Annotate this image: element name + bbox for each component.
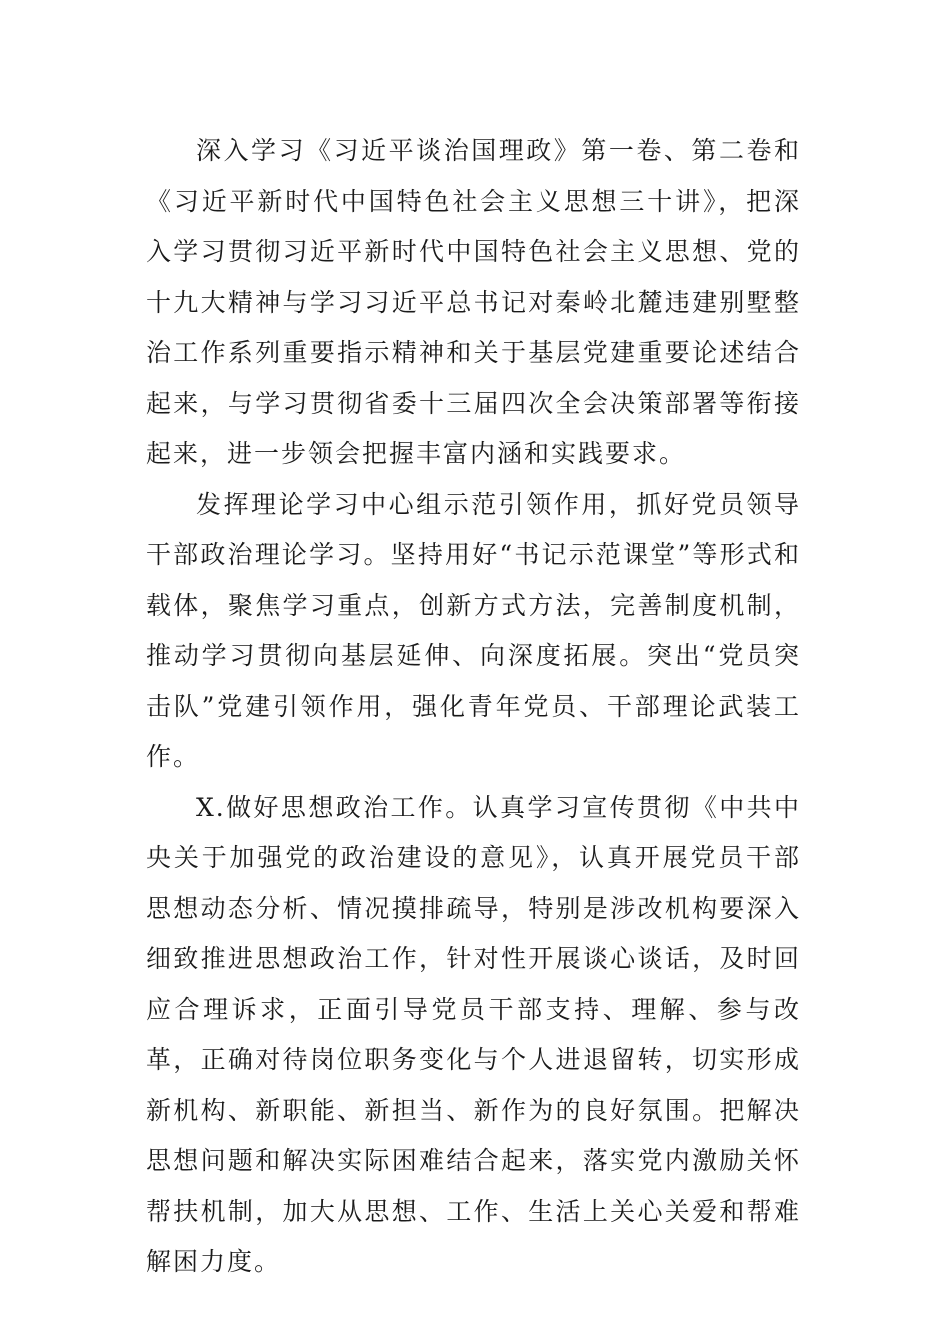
paragraph-ideological-work: X.做好思想政治工作。认真学习宣传贯彻《中共中央关于加强党的政治建设的意见》，认真开展党员干部思想动态分析、情况摸排疏导，特别是涉改机构要深入细致推进思想政治工作，针对性开展谈心谈话，及时回应合理诉求，正面引导党员干部支持、理解、参与改革，正确对待岗位职务变化与个人进退留转，切实形成新机构、新职能、新担当、新作为的良好氛围。把解决思想问题和解决实际困难结合起来，落实党内激励关怀帮扶机制，加大从思想、工作、生活上关心关爱和帮难解困力度。 xyxy=(146,792,801,1276)
paragraph-theory-group: 发挥理论学习中心组示范引领作用，抓好党员领导干部政治理论学习。坚持用好“书记示范课堂”等形式和载体，聚焦学习重点，创新方式方法，完善制度机制，推动学习贯彻向基层延伸、向深度拓展。突出“党员突击队”党建引领作用，强化青年党员、干部理论武装工作。 xyxy=(146,489,801,771)
paragraph-study: 深入学习《习近平谈治国理政》第一卷、第二卷和《习近平新时代中国特色社会主义思想三十讲》，把深入学习贯彻习近平新时代中国特色社会主义思想、党的十九大精神与学习习近平总书记对秦岭北麓违建别墅整治工作系列重要指示精神和关于基层党建重要论述结合起来，与学习贯彻省委十三届四次全会决策部署等衔接起来，进一步领会把握丰富内涵和实践要求。 xyxy=(146,136,801,468)
document-body xyxy=(146,126,801,1288)
